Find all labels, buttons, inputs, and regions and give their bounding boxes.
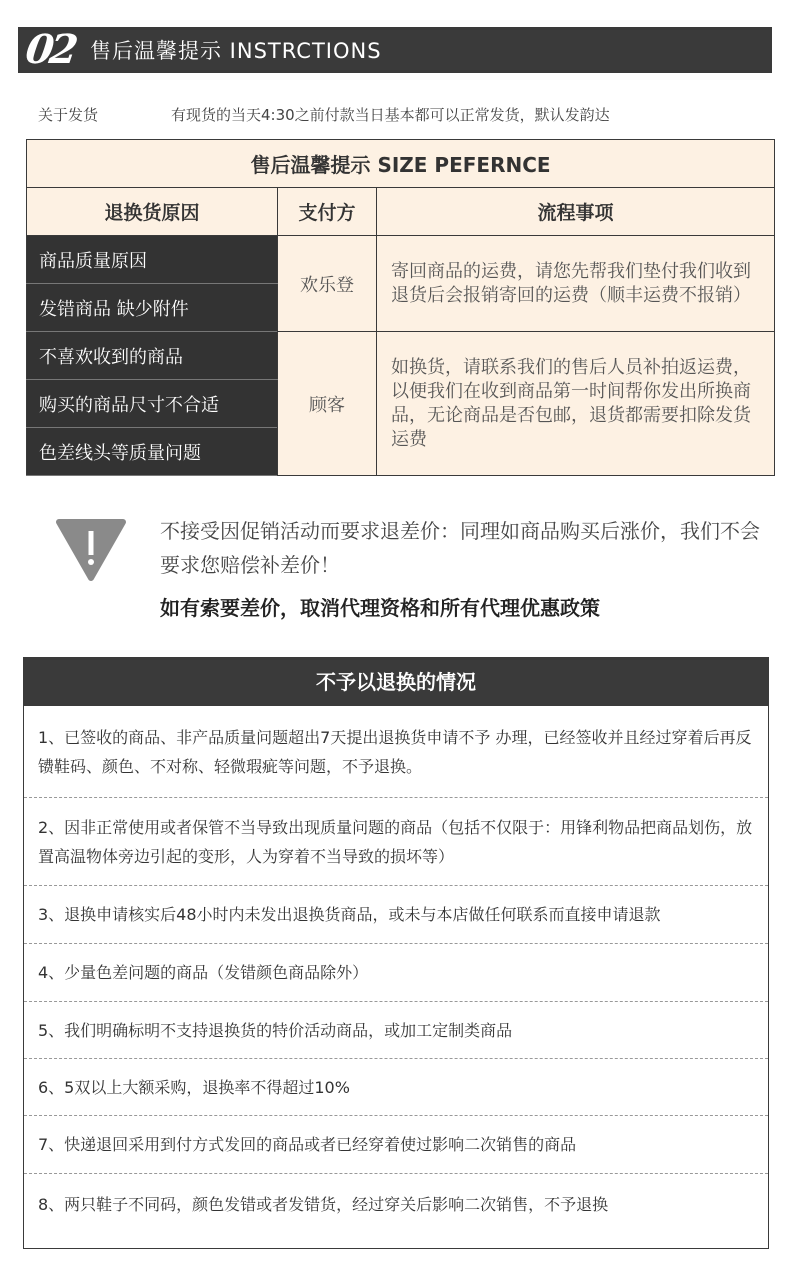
reason-cell: 发错商品 缺少附件	[27, 284, 278, 332]
list-item: 5、我们明确标明不支持退换货的特价活动商品，或加工定制类商品	[24, 1002, 768, 1059]
list-item: 1、已签收的商品、非产品质量问题超出7天提出退换货申请不予 办理，已经签收并且经过穿着后再反镄鞋码、颜色、不对称、轻微瑕疵等问题，不予退换。	[24, 706, 768, 798]
reason-cell: 不喜欢收到的商品	[27, 332, 278, 380]
shipping-label: 关于发货	[38, 106, 99, 124]
process-cell: 寄回商品的运费，请您先帮我们垫付我们收到退货后会报销寄回的运费（顺丰运费不报销）	[377, 236, 775, 332]
notice-bold: 如有索要差价，取消代理资格和所有代理优惠政策	[160, 596, 600, 620]
warning-triangle-icon	[55, 518, 127, 582]
no-return-title: 不予以退换的情况	[24, 658, 768, 706]
list-item: 7、快递退回采用到付方式发回的商品或者已经穿着使过影响二次销售的商品	[24, 1116, 768, 1174]
header-payer: 支付方	[278, 188, 377, 236]
after-sales-table	[26, 139, 775, 476]
reason-cell: 购买的商品尺寸不合适	[27, 380, 278, 428]
list-item: 8、两只鞋子不同码，颜色发错或者发错货，经过穿关后影响二次销售，不予退换	[38, 1195, 609, 1214]
header-reason: 退换货原因	[27, 188, 278, 236]
list-item: 2、因非正常使用或者保管不当导致出现质量问题的商品（包括不仅限于：用锋利物品把商品划伤，放置高温物体旁边引起的变形，人为穿着不当导致的损坏等）	[24, 798, 768, 886]
list-item: 3、退换申请核实后48小时内未发出退换货商品，或未与本店做任何联系而直接申请退款	[24, 886, 768, 944]
process-cell: 如换货，请联系我们的售后人员补拍返运费，以便我们在收到商品第一时间帮你发出所换商品，无论商品是否包邮，退货都需要扣除发货运费	[377, 332, 775, 476]
reason-cell: 色差线头等质量问题	[27, 428, 278, 476]
list-item: 6、5双以上大额采购，退换率不得超过10%	[24, 1059, 768, 1116]
no-return-box	[23, 657, 769, 1249]
list-item: 4、少量色差问题的商品（发错颜色商品除外）	[24, 944, 768, 1002]
payer-cell: 欢乐登	[278, 236, 377, 332]
table-title: 售后温馨提示 SIZE PEFERNCE	[27, 140, 775, 188]
header-process: 流程事项	[377, 188, 775, 236]
shipping-text: 有现货的当天4:30之前付款当日基本都可以正常发货，默认发韵达	[171, 106, 610, 124]
shipping-info	[38, 104, 610, 125]
notice-text: 不接受因促销活动而要求退差价：同理如商品购买后涨价，我们不会要求您赔偿补差价！	[160, 519, 760, 577]
section-title: 售后温馨提示 INSTRCTIONS	[90, 39, 382, 63]
reason-cell: 商品质量原因	[27, 236, 278, 284]
payer-cell: 顾客	[278, 332, 377, 476]
section-header	[18, 27, 772, 73]
section-number: 02	[22, 26, 78, 73]
